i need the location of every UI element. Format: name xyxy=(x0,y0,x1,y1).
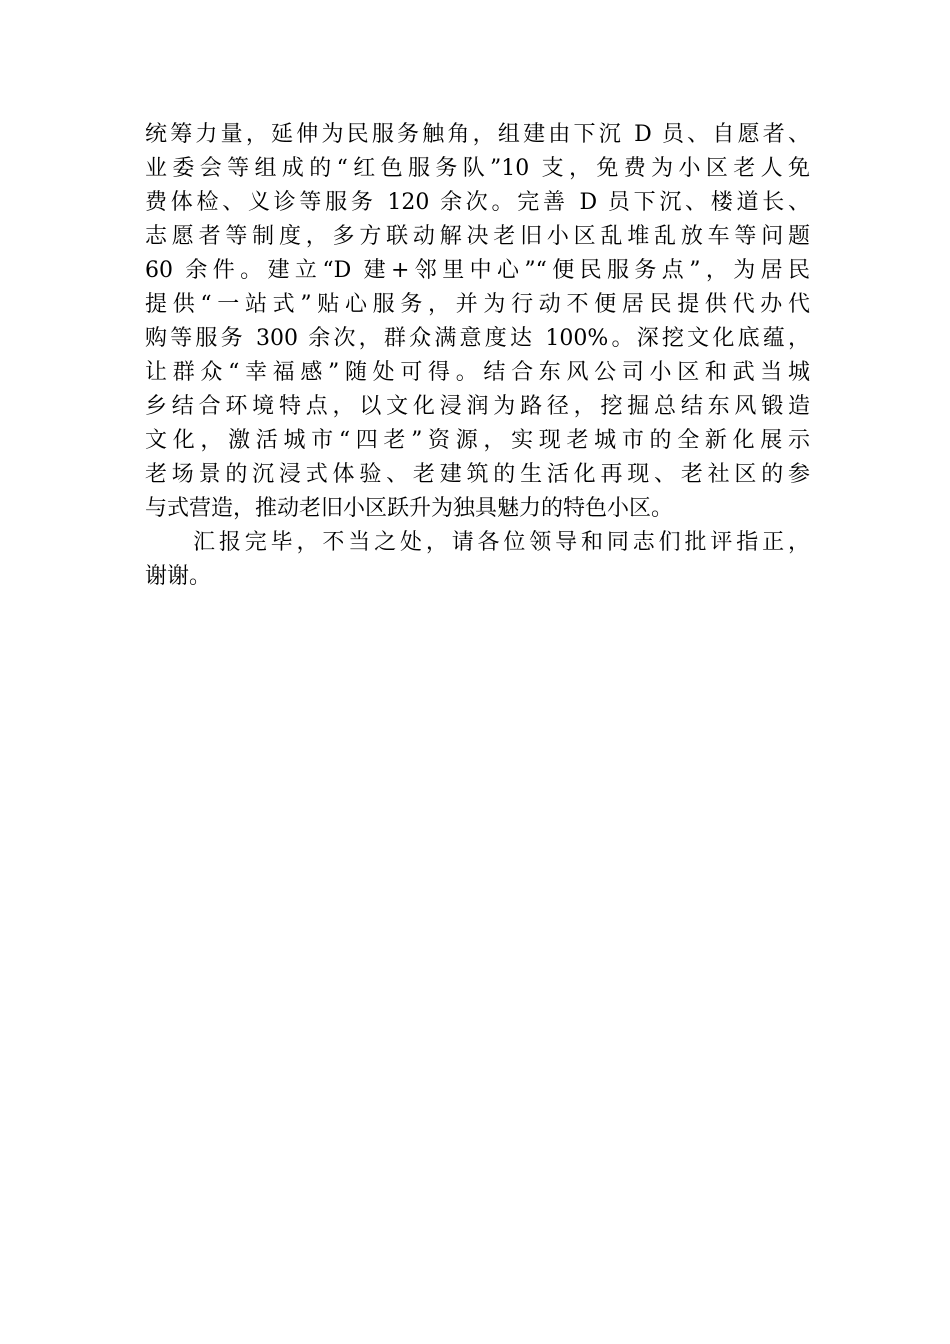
paragraph-2 xyxy=(145,526,810,594)
text-line: 费体检、义诊等服务 120 余次。完善 D 员下沉、楼道长、 xyxy=(145,190,810,215)
text-line: 谢谢。 xyxy=(145,564,212,589)
text-line: 文化，激活城市“四老”资源，实现老城市的全新化展示 xyxy=(145,428,810,453)
text-line: 与式营造，推动老旧小区跃升为独具魅力的特色小区。 xyxy=(145,496,674,521)
text-line: 志愿者等制度，多方联动解决老旧小区乱堆乱放车等问题 xyxy=(145,224,810,249)
text-line: 乡结合环境特点，以文化浸润为路径，挖掘总结东风锻造 xyxy=(145,394,810,419)
text-line: 统筹力量，延伸为民服务触角，组建由下沉 D 员、自愿者、 xyxy=(145,122,810,147)
paragraph-1 xyxy=(145,118,810,526)
document-body xyxy=(145,118,810,594)
text-line: 提供“一站式”贴心服务，并为行动不便居民提供代办代 xyxy=(145,292,810,317)
text-line: 业委会等组成的“红色服务队”10 支，免费为小区老人免 xyxy=(145,156,810,181)
text-line: 老场景的沉浸式体验、老建筑的生活化再现、老社区的参 xyxy=(145,462,810,487)
text-line: 汇报完毕，不当之处，请各位领导和同志们批评指正， xyxy=(193,530,810,555)
text-line: 60 余件。建立“D 建+邻里中心”“便民服务点”，为居民 xyxy=(145,258,810,283)
text-line: 购等服务 300 余次，群众满意度达 100%。深挖文化底蕴， xyxy=(145,326,810,351)
text-line: 让群众“幸福感”随处可得。结合东风公司小区和武当城 xyxy=(145,360,810,385)
